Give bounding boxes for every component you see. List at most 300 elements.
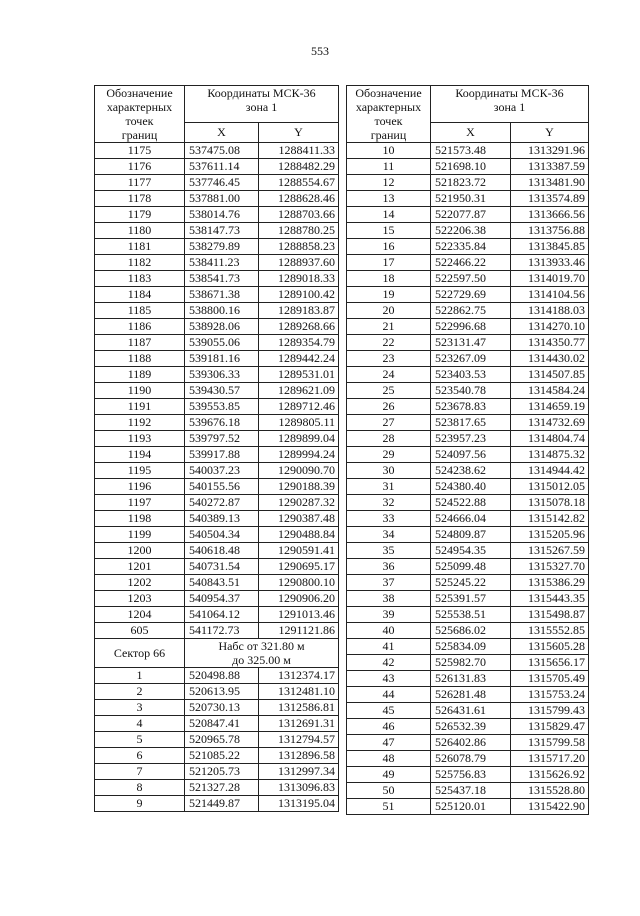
- x-coordinate-cell: 524238.62: [431, 463, 511, 479]
- x-coordinate-cell: 538928.06: [185, 319, 259, 335]
- y-coordinate-cell: 1315829.47: [511, 719, 589, 735]
- point-name-cell: 1183: [95, 271, 185, 287]
- point-name-cell: 20: [347, 303, 431, 319]
- y-coordinate-cell: 1288780.25: [259, 223, 339, 239]
- y-coordinate-cell: 1315078.18: [511, 495, 589, 511]
- y-coordinate-cell: 1289442.24: [259, 351, 339, 367]
- x-coordinate-cell: 525099.48: [431, 559, 511, 575]
- x-coordinate-cell: 520965.78: [185, 732, 259, 748]
- point-name-cell: 36: [347, 559, 431, 575]
- x-column-header: X: [431, 122, 511, 142]
- table-row: [95, 255, 339, 271]
- table-row: [347, 335, 589, 351]
- point-name-cell: 40: [347, 623, 431, 639]
- table-row: [95, 479, 339, 495]
- point-name-cell: 1186: [95, 319, 185, 335]
- y-coordinate-cell: 1314944.42: [511, 463, 589, 479]
- point-name-cell: 1191: [95, 399, 185, 415]
- y-coordinate-cell: 1315528.80: [511, 783, 589, 799]
- point-name-cell: 1182: [95, 255, 185, 271]
- x-coordinate-cell: 524380.40: [431, 479, 511, 495]
- y-coordinate-cell: 1313666.56: [511, 207, 589, 223]
- x-coordinate-cell: 523267.09: [431, 351, 511, 367]
- x-coordinate-cell: 525756.83: [431, 767, 511, 783]
- point-name-cell: 5: [95, 732, 185, 748]
- table-row: [95, 575, 339, 591]
- right-table-body: [347, 143, 589, 815]
- point-name-cell: 17: [347, 255, 431, 271]
- table-row: [347, 351, 589, 367]
- sector-name: Сектор 66: [95, 639, 185, 668]
- point-name-cell: 11: [347, 159, 431, 175]
- table-row: [347, 143, 589, 159]
- point-name-cell: 1202: [95, 575, 185, 591]
- y-coordinate-cell: 1315717.20: [511, 751, 589, 767]
- table-row: [95, 591, 339, 607]
- point-name-cell: 18: [347, 271, 431, 287]
- x-coordinate-cell: 520613.95: [185, 684, 259, 700]
- y-coordinate-cell: 1290287.32: [259, 495, 339, 511]
- point-name-cell: 33: [347, 511, 431, 527]
- point-name-cell: 23: [347, 351, 431, 367]
- y-coordinate-cell: 1288482.29: [259, 159, 339, 175]
- point-name-cell: 38: [347, 591, 431, 607]
- y-coordinate-cell: 1314270.10: [511, 319, 589, 335]
- x-coordinate-cell: 526078.79: [431, 751, 511, 767]
- sector-table-body: [95, 668, 339, 812]
- x-coordinate-cell: 538411.23: [185, 255, 259, 271]
- coordinates-group-header: [185, 86, 339, 123]
- point-name-cell: 31: [347, 479, 431, 495]
- point-name-cell: 1204: [95, 607, 185, 623]
- x-coordinate-cell: 540954.37: [185, 591, 259, 607]
- left-table-body: [95, 143, 339, 639]
- point-name-cell: 19: [347, 287, 431, 303]
- y-coordinate-cell: 1314584.24: [511, 383, 589, 399]
- right-coordinates-table: [346, 85, 589, 815]
- point-name-cell: 4: [95, 716, 185, 732]
- x-coordinate-cell: 523957.23: [431, 431, 511, 447]
- x-coordinate-cell: 525834.09: [431, 639, 511, 655]
- table-row: [95, 191, 339, 207]
- x-coordinate-cell: 524522.88: [431, 495, 511, 511]
- point-name-cell: 43: [347, 671, 431, 687]
- point-name-cell: 35: [347, 543, 431, 559]
- x-coordinate-cell: 521823.72: [431, 175, 511, 191]
- table-row: [95, 271, 339, 287]
- y-coordinate-cell: 1315552.85: [511, 623, 589, 639]
- header-name-line4: границ: [370, 128, 407, 142]
- x-coordinate-cell: 538279.89: [185, 239, 259, 255]
- point-name-cell: 28: [347, 431, 431, 447]
- table-row: [95, 732, 339, 748]
- point-name-cell: 27: [347, 415, 431, 431]
- x-coordinate-cell: 526402.86: [431, 735, 511, 751]
- table-row: [95, 780, 339, 796]
- table-row: [347, 527, 589, 543]
- point-name-cell: 26: [347, 399, 431, 415]
- x-coordinate-cell: 526431.61: [431, 703, 511, 719]
- table-row: [95, 559, 339, 575]
- y-coordinate-cell: 1312997.34: [259, 764, 339, 780]
- header-coords-line1: Координаты МСК-36: [455, 86, 564, 100]
- point-name-cell: 1: [95, 668, 185, 684]
- point-name-cell: 1196: [95, 479, 185, 495]
- x-coordinate-cell: 521449.87: [185, 796, 259, 812]
- y-coordinate-cell: 1312481.10: [259, 684, 339, 700]
- y-coordinate-cell: 1313933.46: [511, 255, 589, 271]
- point-name-cell: 1176: [95, 159, 185, 175]
- point-name-cell: 50: [347, 783, 431, 799]
- x-coordinate-cell: 539430.57: [185, 383, 259, 399]
- header-name-line2: характерных: [106, 100, 173, 114]
- point-name-cell: 16: [347, 239, 431, 255]
- table-row: [95, 319, 339, 335]
- table-row: [95, 367, 339, 383]
- table-row: [95, 796, 339, 812]
- header-coords-line2: зона 1: [493, 100, 526, 114]
- point-name-cell: 605: [95, 623, 185, 639]
- point-name-cell: 47: [347, 735, 431, 751]
- point-name-cell: 3: [95, 700, 185, 716]
- x-coordinate-cell: 539676.18: [185, 415, 259, 431]
- table-row: [95, 700, 339, 716]
- x-coordinate-cell: 522729.69: [431, 287, 511, 303]
- table-row: [347, 783, 589, 799]
- point-name-cell: 2: [95, 684, 185, 700]
- left-coordinates-table: [94, 85, 339, 812]
- y-coordinate-cell: 1315267.59: [511, 543, 589, 559]
- table-row: [347, 799, 589, 815]
- y-coordinate-cell: 1314659.19: [511, 399, 589, 415]
- x-coordinate-cell: 538800.16: [185, 303, 259, 319]
- y-column-header: Y: [511, 122, 589, 142]
- x-coordinate-cell: 521205.73: [185, 764, 259, 780]
- x-coordinate-cell: 539306.33: [185, 367, 259, 383]
- y-coordinate-cell: 1289712.46: [259, 399, 339, 415]
- point-name-cell: 32: [347, 495, 431, 511]
- y-coordinate-cell: 1315012.05: [511, 479, 589, 495]
- point-name-cell: 46: [347, 719, 431, 735]
- table-row: [95, 239, 339, 255]
- y-coordinate-cell: 1290488.84: [259, 527, 339, 543]
- x-coordinate-cell: 524097.56: [431, 447, 511, 463]
- x-coordinate-cell: 521573.48: [431, 143, 511, 159]
- point-name-cell: 51: [347, 799, 431, 815]
- x-coordinate-cell: 521327.28: [185, 780, 259, 796]
- x-coordinate-cell: 522077.87: [431, 207, 511, 223]
- y-coordinate-cell: 1315498.87: [511, 607, 589, 623]
- y-coordinate-cell: 1314804.74: [511, 431, 589, 447]
- point-name-cell: 1200: [95, 543, 185, 559]
- point-name-cell: 45: [347, 703, 431, 719]
- y-coordinate-cell: 1315753.24: [511, 687, 589, 703]
- y-coordinate-cell: 1288411.33: [259, 143, 339, 159]
- y-coordinate-cell: 1313845.85: [511, 239, 589, 255]
- point-name-cell: 1181: [95, 239, 185, 255]
- table-row: [95, 527, 339, 543]
- sector-header-row: [95, 639, 339, 668]
- table-row: [95, 764, 339, 780]
- x-coordinate-cell: 521085.22: [185, 748, 259, 764]
- x-coordinate-cell: 538541.73: [185, 271, 259, 287]
- y-coordinate-cell: 1314019.70: [511, 271, 589, 287]
- point-name-cell: 34: [347, 527, 431, 543]
- table-row: [347, 671, 589, 687]
- table-row: [95, 623, 339, 639]
- y-coordinate-cell: 1291121.86: [259, 623, 339, 639]
- y-coordinate-cell: 1315799.58: [511, 735, 589, 751]
- x-coordinate-cell: 522206.38: [431, 223, 511, 239]
- table-row: [347, 703, 589, 719]
- y-coordinate-cell: 1288858.23: [259, 239, 339, 255]
- sector-height-line1: Набс от 321.80 м: [218, 639, 305, 653]
- point-name-cell: 12: [347, 175, 431, 191]
- table-row: [347, 207, 589, 223]
- point-name-cell: 1175: [95, 143, 185, 159]
- table-row: [347, 735, 589, 751]
- point-name-cell: 21: [347, 319, 431, 335]
- x-coordinate-cell: 538014.76: [185, 207, 259, 223]
- y-coordinate-cell: 1314188.03: [511, 303, 589, 319]
- point-name-cell: 22: [347, 335, 431, 351]
- y-coordinate-cell: 1288554.67: [259, 175, 339, 191]
- x-coordinate-cell: 523403.53: [431, 367, 511, 383]
- point-name-cell: 1199: [95, 527, 185, 543]
- x-coordinate-cell: 539055.06: [185, 335, 259, 351]
- point-name-cell: 9: [95, 796, 185, 812]
- y-coordinate-cell: 1315705.49: [511, 671, 589, 687]
- x-coordinate-cell: 524954.35: [431, 543, 511, 559]
- point-name-cell: 6: [95, 748, 185, 764]
- x-coordinate-cell: 541064.12: [185, 607, 259, 623]
- table-row: [347, 719, 589, 735]
- point-name-cell: 1203: [95, 591, 185, 607]
- x-coordinate-cell: 541172.73: [185, 623, 259, 639]
- table-row: [347, 751, 589, 767]
- point-name-cell: 1190: [95, 383, 185, 399]
- y-coordinate-cell: 1315386.29: [511, 575, 589, 591]
- x-coordinate-cell: 526532.39: [431, 719, 511, 735]
- y-coordinate-cell: 1313481.90: [511, 175, 589, 191]
- header-coords-line2: зона 1: [245, 100, 278, 114]
- y-coordinate-cell: 1289268.66: [259, 319, 339, 335]
- table-row: [95, 447, 339, 463]
- sector-section: [95, 639, 339, 668]
- table-row: [95, 684, 339, 700]
- y-coordinate-cell: 1312896.58: [259, 748, 339, 764]
- y-coordinate-cell: 1288937.60: [259, 255, 339, 271]
- table-row: [95, 748, 339, 764]
- y-coordinate-cell: 1290695.17: [259, 559, 339, 575]
- header-name-line3: точек: [125, 114, 154, 128]
- header-name-line1: Обозначение: [106, 86, 173, 100]
- x-coordinate-cell: 524666.04: [431, 511, 511, 527]
- table-row: [347, 623, 589, 639]
- y-coordinate-cell: 1314350.77: [511, 335, 589, 351]
- point-name-cell: 1201: [95, 559, 185, 575]
- y-coordinate-cell: 1313195.04: [259, 796, 339, 812]
- x-coordinate-cell: 539181.16: [185, 351, 259, 367]
- y-coordinate-cell: 1289899.04: [259, 431, 339, 447]
- x-coordinate-cell: 522862.75: [431, 303, 511, 319]
- x-coordinate-cell: 522597.50: [431, 271, 511, 287]
- x-coordinate-cell: 540731.54: [185, 559, 259, 575]
- header-name-line2: характерных: [355, 100, 422, 114]
- table-row: [347, 239, 589, 255]
- table-row: [347, 447, 589, 463]
- y-coordinate-cell: 1313756.88: [511, 223, 589, 239]
- y-coordinate-cell: 1313096.83: [259, 780, 339, 796]
- point-name-cell: 8: [95, 780, 185, 796]
- point-designation-header: [347, 86, 431, 143]
- y-coordinate-cell: 1313387.59: [511, 159, 589, 175]
- table-row: [347, 607, 589, 623]
- x-coordinate-cell: 525245.22: [431, 575, 511, 591]
- table-row: [347, 415, 589, 431]
- point-name-cell: 30: [347, 463, 431, 479]
- table-row: [347, 687, 589, 703]
- x-column-header: X: [185, 122, 259, 142]
- table-row: [347, 159, 589, 175]
- point-name-cell: 39: [347, 607, 431, 623]
- y-coordinate-cell: 1315443.35: [511, 591, 589, 607]
- table-row: [347, 175, 589, 191]
- table-row: [95, 431, 339, 447]
- x-coordinate-cell: 540618.48: [185, 543, 259, 559]
- point-name-cell: 1185: [95, 303, 185, 319]
- y-coordinate-cell: 1290387.48: [259, 511, 339, 527]
- y-coordinate-cell: 1314430.02: [511, 351, 589, 367]
- point-name-cell: 29: [347, 447, 431, 463]
- table-row: [347, 367, 589, 383]
- point-name-cell: 1187: [95, 335, 185, 351]
- point-name-cell: 1184: [95, 287, 185, 303]
- y-coordinate-cell: 1313574.89: [511, 191, 589, 207]
- y-coordinate-cell: 1288703.66: [259, 207, 339, 223]
- table-row: [95, 399, 339, 415]
- x-coordinate-cell: 523817.65: [431, 415, 511, 431]
- point-name-cell: 10: [347, 143, 431, 159]
- point-name-cell: 1192: [95, 415, 185, 431]
- point-name-cell: 48: [347, 751, 431, 767]
- x-coordinate-cell: 526281.48: [431, 687, 511, 703]
- point-name-cell: 13: [347, 191, 431, 207]
- x-coordinate-cell: 540272.87: [185, 495, 259, 511]
- table-row: [347, 479, 589, 495]
- sector-height-line2: до 325.00 м: [232, 653, 291, 667]
- table-row: [347, 655, 589, 671]
- point-name-cell: 44: [347, 687, 431, 703]
- point-designation-header: [95, 86, 185, 143]
- x-coordinate-cell: 520498.88: [185, 668, 259, 684]
- table-row: [347, 495, 589, 511]
- x-coordinate-cell: 540037.23: [185, 463, 259, 479]
- x-coordinate-cell: 539553.85: [185, 399, 259, 415]
- point-name-cell: 1189: [95, 367, 185, 383]
- table-row: [95, 716, 339, 732]
- y-coordinate-cell: 1291013.46: [259, 607, 339, 623]
- table-row: [95, 159, 339, 175]
- point-name-cell: 49: [347, 767, 431, 783]
- table-row: [347, 463, 589, 479]
- table-row: [95, 415, 339, 431]
- point-name-cell: 37: [347, 575, 431, 591]
- x-coordinate-cell: 540843.51: [185, 575, 259, 591]
- point-name-cell: 15: [347, 223, 431, 239]
- table-row: [347, 303, 589, 319]
- y-coordinate-cell: 1289354.79: [259, 335, 339, 351]
- x-coordinate-cell: 520847.41: [185, 716, 259, 732]
- y-coordinate-cell: 1312586.81: [259, 700, 339, 716]
- point-name-cell: 41: [347, 639, 431, 655]
- x-coordinate-cell: 539797.52: [185, 431, 259, 447]
- x-coordinate-cell: 524809.87: [431, 527, 511, 543]
- x-coordinate-cell: 525437.18: [431, 783, 511, 799]
- point-name-cell: 1180: [95, 223, 185, 239]
- table-row: [95, 143, 339, 159]
- x-coordinate-cell: 522335.84: [431, 239, 511, 255]
- x-coordinate-cell: 523540.78: [431, 383, 511, 399]
- page-number: 553: [311, 44, 329, 58]
- x-coordinate-cell: 540389.13: [185, 511, 259, 527]
- x-coordinate-cell: 537611.14: [185, 159, 259, 175]
- table-row: [347, 287, 589, 303]
- point-name-cell: 1179: [95, 207, 185, 223]
- x-coordinate-cell: 537746.45: [185, 175, 259, 191]
- table-row: [95, 207, 339, 223]
- table-row: [95, 668, 339, 684]
- header-name-line1: Обозначение: [355, 86, 422, 100]
- y-coordinate-cell: 1289805.11: [259, 415, 339, 431]
- y-coordinate-cell: 1290090.70: [259, 463, 339, 479]
- x-coordinate-cell: 523678.83: [431, 399, 511, 415]
- x-coordinate-cell: 539917.88: [185, 447, 259, 463]
- y-coordinate-cell: 1290800.10: [259, 575, 339, 591]
- point-name-cell: 42: [347, 655, 431, 671]
- y-coordinate-cell: 1290591.41: [259, 543, 339, 559]
- y-coordinate-cell: 1315422.90: [511, 799, 589, 815]
- x-coordinate-cell: 520730.13: [185, 700, 259, 716]
- table-row: [95, 543, 339, 559]
- y-coordinate-cell: 1315656.17: [511, 655, 589, 671]
- table-row: [95, 351, 339, 367]
- y-coordinate-cell: 1312374.17: [259, 668, 339, 684]
- x-coordinate-cell: 525391.57: [431, 591, 511, 607]
- y-coordinate-cell: 1289018.33: [259, 271, 339, 287]
- table-row: [347, 271, 589, 287]
- y-coordinate-cell: 1289621.09: [259, 383, 339, 399]
- table-row: [95, 511, 339, 527]
- x-coordinate-cell: 526131.83: [431, 671, 511, 687]
- y-coordinate-cell: 1315799.43: [511, 703, 589, 719]
- sector-height-range: [185, 639, 339, 668]
- point-name-cell: 1188: [95, 351, 185, 367]
- y-coordinate-cell: 1315142.82: [511, 511, 589, 527]
- x-coordinate-cell: 525982.70: [431, 655, 511, 671]
- table-row: [347, 383, 589, 399]
- y-coordinate-cell: 1289100.42: [259, 287, 339, 303]
- y-coordinate-cell: 1290188.39: [259, 479, 339, 495]
- table-row: [347, 543, 589, 559]
- x-coordinate-cell: 525538.51: [431, 607, 511, 623]
- y-coordinate-cell: 1314104.56: [511, 287, 589, 303]
- table-row: [95, 607, 339, 623]
- x-coordinate-cell: 523131.47: [431, 335, 511, 351]
- table-row: [347, 399, 589, 415]
- x-coordinate-cell: 537475.08: [185, 143, 259, 159]
- y-coordinate-cell: 1312691.31: [259, 716, 339, 732]
